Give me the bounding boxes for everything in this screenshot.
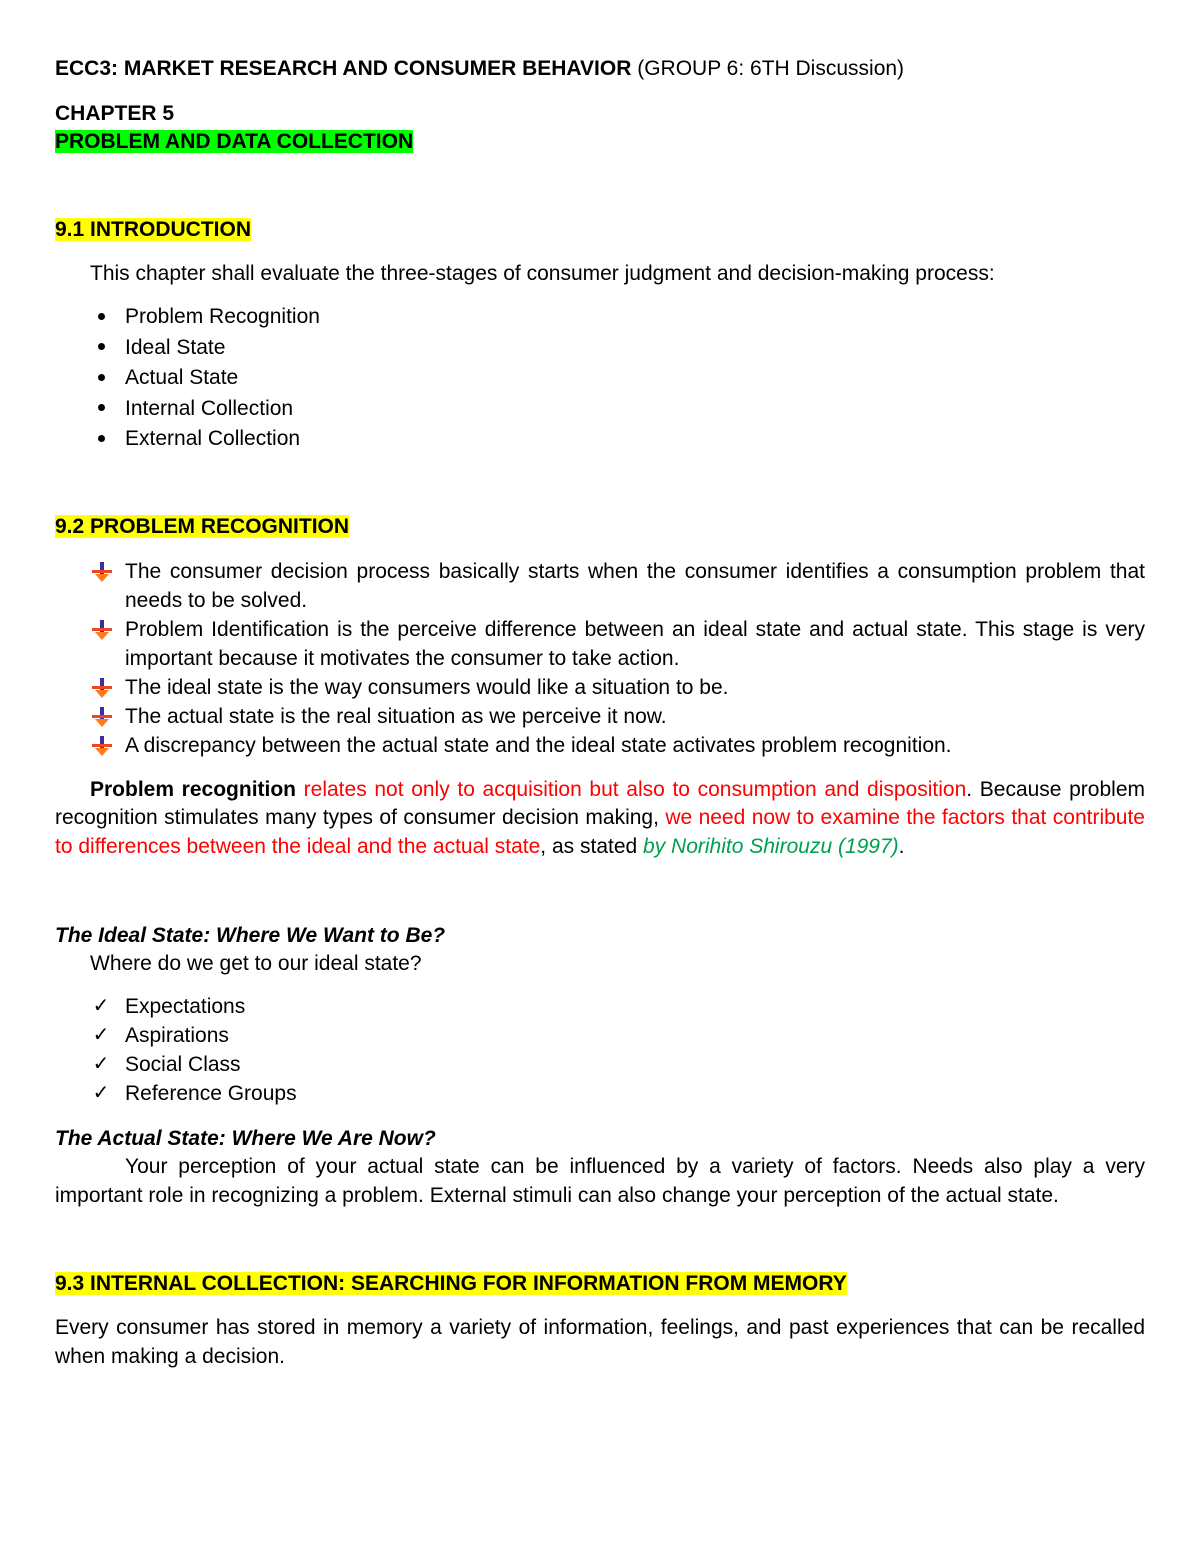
chapter-name-line [55, 128, 1145, 156]
list-item: The actual state is the real situation as we perceive it now. [55, 702, 1145, 731]
ideal-state-heading: The Ideal State: Where We Want to Be? [55, 924, 446, 948]
ideal-state-question: Where do we get to our ideal state? [90, 952, 422, 976]
section-heading-problem-recognition: 9.2 PROBLEM RECOGNITION [55, 514, 350, 538]
list-item: External Collection [55, 424, 1145, 455]
stages-list [55, 302, 1145, 455]
bullet-icon [91, 424, 111, 455]
section-heading-internal-collection: 9.3 INTERNAL COLLECTION: SEARCHING FOR INFORMATION FROM MEMORY [55, 1272, 847, 1296]
citation: by Norihito Shirouzu (1997) [643, 834, 899, 858]
list-item: ✓ Expectations [55, 992, 1145, 1021]
chapter-name: PROBLEM AND DATA COLLECTION [55, 130, 414, 154]
course-title: ECC3: MARKET RESEARCH AND CONSUMER BEHAVIOR [55, 57, 632, 80]
section-heading-introduction: 9.1 INTRODUCTION [55, 218, 252, 242]
list-item: Ideal State [55, 333, 1145, 364]
actual-state-heading: The Actual State: Where We Are Now? [55, 1127, 436, 1151]
arrow-down-icon [91, 735, 113, 757]
arrow-down-icon [91, 677, 113, 699]
list-item: A discrepancy between the actual state and the ideal state activates problem recognition. [55, 731, 1145, 760]
document-title [55, 54, 1145, 83]
problem-recognition-paragraph: Problem recognition relates not only to acquisition but also to consumption and disposition. Because problem recognition stimulates many types of consumer decision making, we need now to examine the factors that contribute to differences between the ideal and the actual state, as stated by Norihito Shirouzu (1997). [55, 777, 1145, 858]
list-item: Problem Recognition [55, 302, 1145, 333]
arrow-down-icon [91, 561, 113, 583]
bullet-icon [91, 302, 111, 333]
list-item: Internal Collection [55, 394, 1145, 425]
list-item: The ideal state is the way consumers would like a situation to be. [55, 673, 1145, 702]
checkmark-icon: ✓ [92, 1024, 110, 1047]
checkmark-icon: ✓ [92, 1053, 110, 1076]
arrow-down-icon [91, 706, 113, 728]
document-page [55, 54, 1145, 1371]
internal-collection-text: Every consumer has stored in memory a variety of information, feelings, and past experiences that can be recalled when making a decision. [55, 1316, 1145, 1368]
introduction-text: This chapter shall evaluate the three-stages of consumer judgment and decision-making process: [90, 262, 995, 286]
list-item: ✓ Reference Groups [55, 1079, 1145, 1108]
chapter-number: CHAPTER 5 [55, 102, 175, 126]
bullet-icon [91, 363, 111, 394]
arrow-down-icon [91, 619, 113, 641]
bullet-icon [91, 394, 111, 425]
list-item: Problem Identification is the perceive difference between an ideal state and actual state. This stage is very important because it motivates the consumer to take action. [55, 615, 1145, 673]
list-item: ✓ Social Class [55, 1050, 1145, 1079]
checkmark-icon: ✓ [92, 1082, 110, 1105]
actual-state-text: Your perception of your actual state can be influenced by a variety of factors. Needs also play a very important role in recognizing a problem. External stimuli can also change your perception of the actual state. [55, 1155, 1145, 1207]
checkmark-icon: ✓ [92, 995, 110, 1018]
list-item: ✓ Aspirations [55, 1021, 1145, 1050]
list-item: Actual State [55, 363, 1145, 394]
list-item: The consumer decision process basically starts when the consumer identifies a consumption problem that needs to be solved. [55, 557, 1145, 615]
bullet-icon [91, 333, 111, 364]
problem-recognition-list [55, 557, 1145, 760]
ideal-state-list [55, 992, 1145, 1108]
group-label: (GROUP 6: 6TH Discussion) [631, 57, 905, 80]
